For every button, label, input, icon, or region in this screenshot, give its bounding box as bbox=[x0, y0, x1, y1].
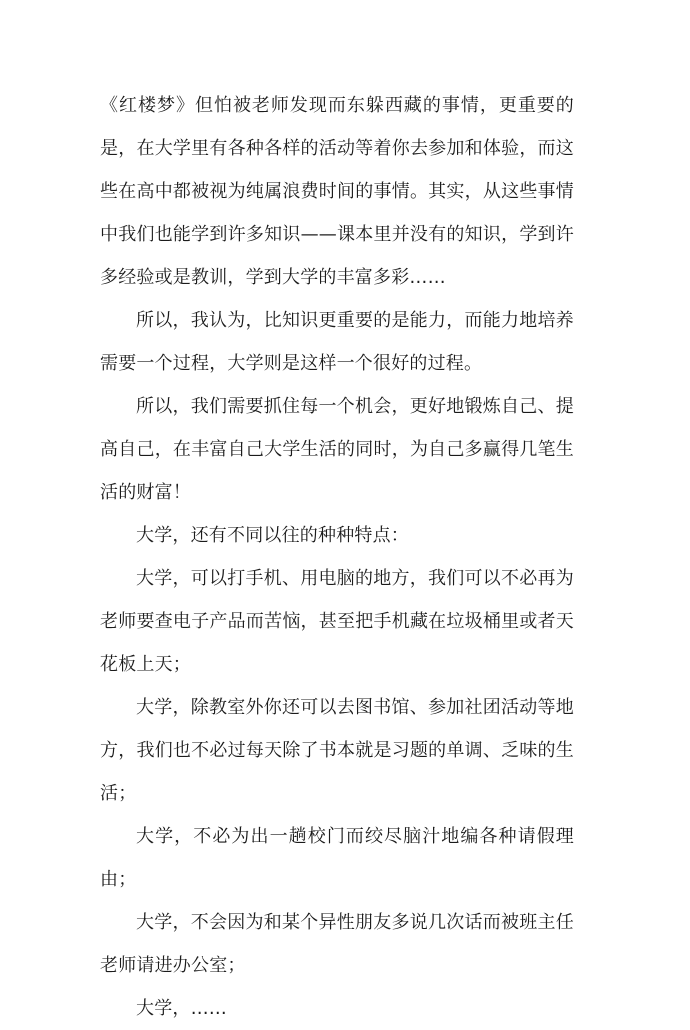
paragraph-3: 所以，我们需要抓住每一个机会，更好地锻炼自己、提高自己，在丰富自己大学生活的同时，为自己多赢得几笔生活的财富！ bbox=[100, 396, 574, 503]
paragraph-9: 大学，…… bbox=[136, 998, 227, 1019]
paragraph-6: 大学，除教室外你还可以去图书馆、参加社团活动等地方，我们也不必过每天除了书本就是习题的单调、乏味的生活； bbox=[100, 697, 574, 804]
paragraph-5: 大学，可以打手机、用电脑的地方，我们可以不必再为老师要查电子产品而苦恼，甚至把手机藏在垃圾桶里或者天花板上天； bbox=[100, 568, 574, 675]
paragraph-7: 大学，不必为出一趟校门而绞尽脑汁地编各种请假理由； bbox=[100, 826, 574, 890]
paragraph-1: 《红楼梦》但怕被老师发现而东躲西藏的事情，更重要的是，在大学里有各种各样的活动等着你去参加和体验，而这些在高中都被视为纯属浪费时间的事情。其实，从这些事情中我们也能学到许多知识——课本里并没有的知识，学到许多经验或是教训，学到大学的丰富多彩…… bbox=[100, 95, 574, 288]
paragraph-8: 大学，不会因为和某个异性朋友多说几次话而被班主任老师请进办公室； bbox=[100, 912, 574, 976]
paragraph-2: 所以，我认为，比知识更重要的是能力，而能力地培养需要一个过程，大学则是这样一个很好的过程。 bbox=[100, 310, 574, 374]
document-text-body bbox=[100, 84, 574, 1030]
paragraph-4: 大学，还有不同以往的种种特点： bbox=[136, 525, 409, 546]
